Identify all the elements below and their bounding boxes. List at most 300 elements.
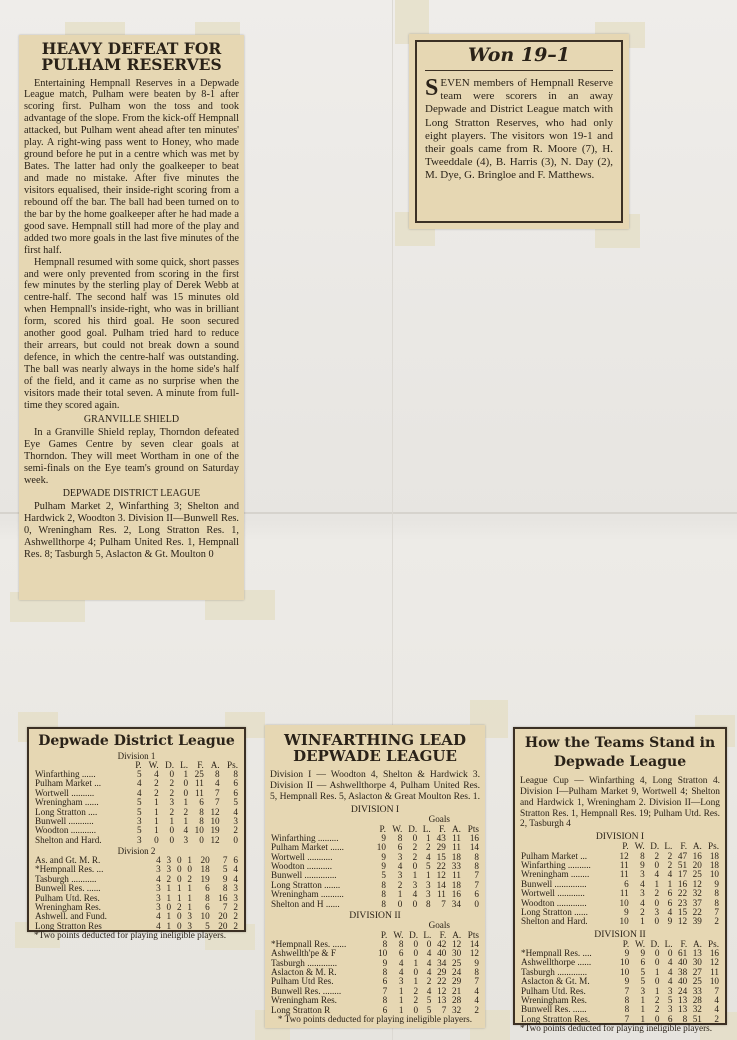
stat-cell: 8 bbox=[382, 967, 388, 978]
stat-cell: 8 bbox=[398, 938, 404, 949]
stat-cell: 13 bbox=[692, 948, 702, 959]
stat-cell: 1 bbox=[187, 901, 192, 912]
header-cell: P. bbox=[135, 759, 142, 770]
stat-cell: 8 bbox=[624, 1004, 630, 1015]
article-paragraph: In a Granville Shield replay, Thorndon defeated Eye Games Centre by seven clear goals at Thorndon. They will meet Wortham in one of the semi-finals on the Eye team's ground on Saturday week. bbox=[24, 426, 239, 486]
stat-cell: 14 bbox=[436, 879, 446, 890]
stat-cell: 3 bbox=[187, 911, 192, 922]
header-cell: D. bbox=[165, 759, 175, 770]
team-name-cell: Ashwellth'pe & F bbox=[271, 948, 336, 959]
stat-cell: 4 bbox=[474, 995, 479, 1006]
goals-label: Goals bbox=[428, 813, 450, 824]
header-cell: F. bbox=[197, 759, 204, 770]
team-name-cell: Wreningham .......... bbox=[271, 889, 344, 900]
stat-cell: 1 bbox=[398, 985, 404, 996]
stat-cell: 32 bbox=[692, 888, 702, 899]
team-name-cell: Bunwell Res. ...... bbox=[35, 883, 101, 894]
stat-cell: 10 bbox=[619, 916, 629, 927]
stat-cell: 2 bbox=[654, 850, 660, 861]
section-subheading: GRANVILLE SHIELD bbox=[83, 413, 180, 425]
stat-cell: 12 bbox=[437, 985, 447, 996]
stat-cell: 11 bbox=[195, 787, 204, 798]
stat-cell: 40 bbox=[678, 976, 688, 987]
stat-cell: 51 bbox=[677, 860, 688, 871]
stat-cell: 8 bbox=[474, 851, 479, 862]
stat-cell: 2 bbox=[154, 787, 159, 798]
stat-cell: 9 bbox=[381, 851, 386, 862]
table-row bbox=[520, 917, 720, 926]
header-cell: F. bbox=[680, 938, 688, 949]
stat-cell: 3 bbox=[426, 889, 431, 900]
table-row bbox=[34, 836, 239, 845]
team-name-cell: Bunwell .............. bbox=[271, 870, 337, 881]
stat-cell: 4 bbox=[474, 985, 479, 996]
stat-cell: 3 bbox=[187, 920, 192, 931]
stat-cell: 8 bbox=[381, 879, 386, 890]
footnote: *Two points deducted for playing ineligible players. bbox=[520, 1023, 712, 1034]
team-name-cell: Long Stratton Res bbox=[35, 920, 102, 931]
league-table bbox=[270, 825, 480, 909]
header-cell: W. bbox=[634, 938, 646, 949]
stat-cell: 6 bbox=[199, 797, 204, 808]
stat-cell: 12 bbox=[709, 957, 719, 968]
stat-cell: 6 bbox=[233, 787, 238, 798]
stat-cell: 11 bbox=[619, 860, 629, 871]
team-name-cell: Long Stratton ....... bbox=[271, 879, 341, 890]
clipping-headline: HEAVY DEFEAT FOR PULHAM RESERVES bbox=[41, 39, 222, 75]
stat-cell: 2 bbox=[233, 901, 238, 912]
stat-cell: 0 bbox=[176, 855, 182, 866]
stat-cell: 3 bbox=[426, 879, 431, 890]
stat-cell: 8 bbox=[382, 995, 388, 1006]
team-name-cell: As. and Gt. M. R. bbox=[35, 855, 101, 866]
stat-cell: 32 bbox=[692, 1004, 702, 1015]
stat-cell: 3 bbox=[397, 870, 403, 881]
stat-cell: 6 bbox=[233, 855, 238, 866]
league-table bbox=[520, 842, 720, 926]
stat-cell: 18 bbox=[200, 864, 210, 875]
header-cell: Pts bbox=[467, 929, 479, 940]
team-name-cell: Pulham Utd. Res. bbox=[35, 892, 100, 903]
team-name-cell: Wreningham Res. bbox=[35, 901, 101, 912]
stat-cell: 1 bbox=[398, 1004, 404, 1015]
stat-cell: 7 bbox=[441, 1004, 447, 1015]
stat-cell: 4 bbox=[426, 948, 432, 959]
team-name-cell: Long Stratton Res. bbox=[521, 1013, 591, 1024]
stat-cell: 3 bbox=[640, 869, 645, 880]
header-cell: A. bbox=[210, 759, 220, 770]
results-paragraph: Division I — Woodton 4, Shelton & Hardwick 3. Division II — Ashwellthorpe 4, Pulham United Res. 5, Hempnall Res. 5, Aslacton & Great Moulton Res. 1. bbox=[270, 768, 480, 802]
header-cell: Ps. bbox=[708, 938, 719, 949]
team-name-cell: Bunwell Res. ........ bbox=[271, 985, 342, 996]
clipping-headline: Won 19–1 bbox=[425, 46, 613, 71]
stat-cell: 12 bbox=[677, 916, 688, 927]
stat-cell: 24 bbox=[678, 985, 688, 996]
stat-cell: 4 bbox=[640, 878, 645, 889]
stat-cell: 2 bbox=[412, 842, 418, 853]
stat-cell: 2 bbox=[654, 994, 660, 1005]
stat-cell: 0 bbox=[413, 1004, 419, 1015]
stat-cell: 4 bbox=[233, 864, 238, 875]
header-cell: A. bbox=[692, 841, 702, 852]
stat-cell: 4 bbox=[233, 873, 238, 884]
stat-cell: 6 bbox=[667, 897, 673, 908]
league-table bbox=[520, 940, 720, 1024]
stat-cell: 8 bbox=[381, 898, 386, 909]
team-name-cell: Bunwell .............. bbox=[521, 878, 587, 889]
stat-cell: 4 bbox=[714, 1004, 719, 1015]
stat-cell: 25 bbox=[194, 769, 204, 780]
header-cell: W. bbox=[634, 841, 645, 852]
stat-cell: 0 bbox=[176, 920, 182, 931]
stat-cell: 4 bbox=[156, 911, 161, 922]
stat-cell: 4 bbox=[654, 869, 660, 880]
stat-cell: 3 bbox=[233, 883, 238, 894]
stat-cell: 5 bbox=[137, 769, 142, 780]
stat-cell: 22 bbox=[436, 861, 446, 872]
team-name-cell: Tasburgh ............. bbox=[521, 966, 588, 977]
stat-cell: 1 bbox=[640, 994, 646, 1005]
stat-cell: 39 bbox=[692, 916, 702, 927]
stat-cell: 0 bbox=[187, 864, 192, 875]
stat-cell: 2 bbox=[169, 778, 175, 789]
stat-cell: 3 bbox=[156, 892, 161, 903]
stat-cell: 3 bbox=[156, 864, 161, 875]
stat-cell: 3 bbox=[412, 879, 418, 890]
header-cell: P. bbox=[380, 929, 388, 940]
stat-cell: 33 bbox=[692, 985, 702, 996]
stat-cell: 3 bbox=[183, 834, 189, 845]
stat-cell: 6 bbox=[397, 842, 403, 853]
stat-cell: 12 bbox=[210, 834, 220, 845]
stat-cell: 2 bbox=[413, 995, 419, 1006]
stat-cell: 0 bbox=[426, 938, 432, 949]
stat-cell: 0 bbox=[176, 864, 182, 875]
header-cell: L. bbox=[664, 938, 673, 949]
stat-cell: 8 bbox=[215, 769, 220, 780]
header-cell: Ps. bbox=[708, 841, 719, 852]
division-label: DIVISION II bbox=[349, 909, 401, 921]
stat-cell: 3 bbox=[654, 906, 660, 917]
stat-cell: 43 bbox=[436, 832, 446, 843]
stat-cell: 7 bbox=[215, 787, 220, 798]
stat-cell: 11 bbox=[619, 869, 629, 880]
stat-cell: 10 bbox=[194, 825, 204, 836]
stat-cell: 2 bbox=[233, 825, 238, 836]
team-name-cell: Tasburgh ............. bbox=[271, 957, 338, 968]
stat-cell: 11 bbox=[452, 842, 461, 853]
article-paragraph: Hempnall resumed with some quick, short passes and were only prevented from scoring in the first few minutes by the sterling play of Derek Webb at centre-half. The second half was 15 minutes old when Hempnall's inside-right, who was in brilliant form, scored his third goal. He soon secured another good goal. Pulham tried hard to reduce their arrears, but could not break down a sound defence, in which the centre-half was outstanding. The ball was nearly always in the home side's half of the field, and it came as no surprise when the visitors made their total seven. A minute from full-time they scored again. bbox=[24, 256, 239, 411]
stat-cell: 23 bbox=[677, 897, 688, 908]
stat-cell: 5 bbox=[426, 995, 432, 1006]
stat-cell: 22 bbox=[677, 888, 688, 899]
division-label: DIVISION I bbox=[595, 831, 645, 843]
stat-cell: 7 bbox=[714, 906, 719, 917]
stat-cell: 2 bbox=[654, 888, 660, 899]
stat-cell: 2 bbox=[397, 879, 403, 890]
stat-cell: 4 bbox=[156, 855, 161, 866]
stat-cell: 11 bbox=[619, 888, 629, 899]
footnote: * Two points deducted for playing ineligible players. bbox=[277, 1013, 473, 1024]
stat-cell: 1 bbox=[654, 966, 660, 977]
stat-cell: 5 bbox=[205, 920, 210, 931]
stat-cell: 3 bbox=[640, 888, 645, 899]
stat-cell: 3 bbox=[398, 976, 404, 987]
league-table-how-teams-stand bbox=[513, 727, 727, 1034]
stat-cell: 21 bbox=[452, 985, 462, 996]
stat-cell: 15 bbox=[677, 906, 688, 917]
stat-cell: 34 bbox=[451, 898, 461, 909]
stat-cell: 7 bbox=[714, 985, 719, 996]
stat-cell: 11 bbox=[452, 870, 461, 881]
stat-cell: 6 bbox=[624, 878, 629, 889]
stat-cell: 4 bbox=[667, 869, 673, 880]
stat-cell: 1 bbox=[426, 832, 431, 843]
article-paragraph: Entertaining Hempnall Reserves in a Depwade League match, Pulham were beaten by 8-1 after scoring first. Pulham won the toss and took advantage of the slope. From the kick-off Hempnall attacked, but Pulham went ahead after ten minutes' play. A right-wing pass went to Honey, who made ground before he put in a centre which was met by Bates. The latter had only the goalkeeper to beat and made no mistake. After five minutes the visitors equalised, their inside-right scoring from a rebound off the bar. The ball had been turned on to the bar by the home goalkeeper after he had made a good save. Hempnall still had more of the play and added two more goals in the last five minutes of the first half. bbox=[24, 77, 239, 256]
header-cell: D. bbox=[650, 841, 660, 852]
stat-cell: 22 bbox=[692, 906, 702, 917]
stat-cell: 4 bbox=[667, 966, 673, 977]
team-name-cell: Winfarthing ......... bbox=[271, 832, 339, 843]
stat-cell: 5 bbox=[137, 797, 142, 808]
stat-cell: 16 bbox=[677, 878, 688, 889]
team-name-cell: Wortwell ............ bbox=[521, 888, 585, 899]
stat-cell: 1 bbox=[154, 815, 159, 826]
stat-cell: 2 bbox=[426, 842, 431, 853]
stat-cell: 4 bbox=[156, 873, 161, 884]
stat-cell: 5 bbox=[640, 966, 646, 977]
stat-cell: 5 bbox=[137, 806, 142, 817]
team-name-cell: *Hempnall Res. ...... bbox=[271, 938, 347, 949]
stat-cell: 1 bbox=[176, 892, 182, 903]
stat-cell: 0 bbox=[397, 898, 403, 909]
stat-cell: 1 bbox=[667, 878, 673, 889]
header-cell: F. bbox=[439, 823, 446, 834]
stat-cell: 9 bbox=[667, 916, 673, 927]
stat-cell: 28 bbox=[452, 995, 462, 1006]
stat-cell: 4 bbox=[714, 994, 719, 1005]
team-name-cell: Shelton and Hard. bbox=[521, 916, 588, 927]
stat-cell: 8 bbox=[640, 850, 645, 861]
league-table-depwade-district bbox=[27, 727, 246, 941]
stat-cell: 0 bbox=[654, 957, 660, 968]
stat-cell: 0 bbox=[169, 769, 175, 780]
team-name-cell: Pulham Market ...... bbox=[271, 842, 344, 853]
stat-cell: 4 bbox=[426, 957, 432, 968]
table-row bbox=[270, 900, 480, 909]
stat-cell: 25 bbox=[692, 869, 702, 880]
drop-cap: S bbox=[425, 74, 439, 101]
team-name-cell: Wreningham ........ bbox=[521, 869, 590, 880]
stat-cell: 9 bbox=[222, 873, 228, 884]
header-cell: L. bbox=[422, 823, 431, 834]
league-table bbox=[34, 856, 239, 931]
stat-cell: 7 bbox=[474, 879, 479, 890]
stat-cell: 10 bbox=[619, 897, 629, 908]
stat-cell: 33 bbox=[451, 861, 461, 872]
stat-cell: 29 bbox=[437, 967, 447, 978]
stat-cell: 6 bbox=[382, 976, 388, 987]
stat-cell: 7 bbox=[474, 870, 479, 881]
stat-cell: 40 bbox=[678, 957, 688, 968]
stat-cell: 1 bbox=[183, 797, 189, 808]
stat-cell: 3 bbox=[137, 815, 142, 826]
stat-cell: 1 bbox=[413, 957, 419, 968]
stat-cell: 16 bbox=[469, 832, 479, 843]
header-cell: D. bbox=[650, 938, 660, 949]
stat-cell: 8 bbox=[682, 1013, 688, 1024]
stat-cell: 28 bbox=[692, 994, 702, 1005]
stat-cell: 20 bbox=[218, 920, 228, 931]
stat-cell: 10 bbox=[620, 957, 630, 968]
stat-cell: 1 bbox=[166, 911, 172, 922]
stat-cell: 1 bbox=[166, 883, 172, 894]
stat-cell: 4 bbox=[215, 778, 220, 789]
team-name-cell: Winfarthing ...... bbox=[35, 769, 96, 780]
team-name-cell: Pulham Market ... bbox=[521, 850, 588, 861]
stat-cell: 3 bbox=[156, 883, 161, 894]
stat-cell: 1 bbox=[154, 825, 159, 836]
header-cell: D. bbox=[408, 823, 418, 834]
stat-cell: 13 bbox=[437, 995, 447, 1006]
stat-cell: 2 bbox=[166, 873, 172, 884]
header-cell: L. bbox=[423, 929, 432, 940]
stat-cell: 10 bbox=[378, 948, 388, 959]
stat-cell: 4 bbox=[667, 976, 673, 987]
stat-cell: 1 bbox=[166, 920, 172, 931]
stat-cell: 8 bbox=[205, 892, 210, 903]
stat-cell: 1 bbox=[654, 985, 660, 996]
stat-cell: 4 bbox=[426, 851, 431, 862]
clipping-headline: Depwade District League bbox=[38, 733, 235, 749]
division-label: DIVISION II bbox=[594, 928, 646, 940]
stat-cell: 0 bbox=[654, 976, 660, 987]
stat-cell: 4 bbox=[156, 920, 161, 931]
stat-cell: 34 bbox=[437, 957, 447, 968]
section-subheading: DEPWADE DISTRICT LEAGUE bbox=[62, 488, 201, 500]
stat-cell: 14 bbox=[469, 842, 479, 853]
stat-cell: 1 bbox=[640, 916, 645, 927]
stat-cell: 3 bbox=[156, 901, 161, 912]
stat-cell: 0 bbox=[176, 873, 182, 884]
stat-cell: 2 bbox=[667, 850, 673, 861]
stat-cell: 3 bbox=[233, 892, 238, 903]
header-cell: A. bbox=[452, 823, 461, 834]
header-cell: L. bbox=[664, 841, 673, 852]
stat-cell: 9 bbox=[624, 906, 629, 917]
team-name-cell: Pulham Market ... bbox=[35, 778, 102, 789]
stat-cell: 7 bbox=[624, 1013, 630, 1024]
stat-cell: 0 bbox=[166, 901, 172, 912]
stat-cell: 9 bbox=[714, 878, 719, 889]
stat-cell: 9 bbox=[624, 948, 630, 959]
stat-cell: 1 bbox=[426, 870, 431, 881]
team-name-cell: *Hempnall Res. .... bbox=[521, 948, 592, 959]
header-cell: A. bbox=[452, 929, 462, 940]
stat-cell: 2 bbox=[714, 916, 719, 927]
footnote: *Two points deducted for playing ineligible players. bbox=[34, 930, 226, 941]
stat-cell: 10 bbox=[709, 976, 719, 987]
team-name-cell: Wreningham ...... bbox=[35, 797, 99, 808]
stat-cell: 16 bbox=[218, 892, 228, 903]
stat-cell: 4 bbox=[667, 957, 673, 968]
stat-cell: 16 bbox=[709, 948, 719, 959]
stat-cell: 0 bbox=[183, 787, 189, 798]
stat-cell: 18 bbox=[451, 851, 461, 862]
stat-cell: 2 bbox=[233, 920, 238, 931]
stat-cell: 9 bbox=[640, 948, 646, 959]
stat-cell: 5 bbox=[640, 976, 646, 987]
stat-cell: 30 bbox=[692, 957, 702, 968]
stat-cell: 0 bbox=[412, 898, 418, 909]
team-name-cell: Wortwell ........... bbox=[271, 851, 333, 862]
header-cell: A. bbox=[692, 938, 702, 949]
stat-cell: 12 bbox=[692, 878, 702, 889]
stat-cell: 2 bbox=[426, 976, 432, 987]
stat-cell: 2 bbox=[176, 901, 182, 912]
stat-cell: 4 bbox=[426, 967, 432, 978]
stat-cell: 2 bbox=[412, 851, 418, 862]
stat-cell: 38 bbox=[678, 966, 688, 977]
stat-cell: 18 bbox=[451, 879, 461, 890]
stat-cell: 2 bbox=[654, 1004, 660, 1015]
header-cell: F. bbox=[439, 929, 447, 940]
stat-cell: 5 bbox=[667, 994, 673, 1005]
stat-cell: 3 bbox=[640, 985, 646, 996]
stat-cell: 0 bbox=[154, 834, 159, 845]
stat-cell: 0 bbox=[169, 825, 175, 836]
stat-cell: 6 bbox=[382, 1004, 388, 1015]
stat-cell: 16 bbox=[692, 850, 702, 861]
stat-cell: 25 bbox=[692, 976, 702, 987]
stat-cell: 2 bbox=[474, 1004, 479, 1015]
stat-cell: 7 bbox=[222, 855, 228, 866]
team-name-cell: Shelton and Hard. bbox=[35, 834, 102, 845]
stat-cell: 13 bbox=[678, 994, 688, 1005]
stat-cell: 0 bbox=[412, 861, 418, 872]
stat-cell: 6 bbox=[640, 957, 646, 968]
stat-cell: 9 bbox=[474, 957, 479, 968]
stat-cell: 20 bbox=[218, 911, 228, 922]
stat-cell: 16 bbox=[451, 889, 461, 900]
header-cell: Ps. bbox=[227, 759, 238, 770]
stat-cell: 1 bbox=[187, 892, 192, 903]
team-name-cell: Aslacton & Gt. M. bbox=[521, 976, 590, 987]
stat-cell: 13 bbox=[678, 1004, 688, 1015]
stat-cell: 0 bbox=[233, 834, 238, 845]
stat-cell: 2 bbox=[183, 806, 189, 817]
stat-cell: 14 bbox=[469, 938, 479, 949]
header-cell: P. bbox=[622, 938, 630, 949]
results-paragraph: League Cup — Winfarthing 4, Long Stratton 4. Division I—Pulham Market 9, Wortwell 4; Shelton and Hardwick 1, Wreningham 2. Division II—Long Stratton Res. 1, Hempnall Res. 19; Pulham Utd. Res. 2, Tasburgh 4 bbox=[520, 775, 720, 830]
stat-cell: 42 bbox=[437, 938, 447, 949]
stat-cell: 3 bbox=[233, 815, 238, 826]
stat-cell: 27 bbox=[692, 966, 702, 977]
stat-cell: 4 bbox=[154, 769, 159, 780]
stat-cell: 3 bbox=[397, 851, 403, 862]
stat-cell: 8 bbox=[474, 967, 479, 978]
stat-cell: 8 bbox=[382, 938, 388, 949]
stat-cell: 4 bbox=[412, 889, 418, 900]
stat-cell: 9 bbox=[382, 957, 388, 968]
stat-cell: 1 bbox=[640, 1013, 646, 1024]
clipping-headline: How the Teams Stand in Depwade League bbox=[524, 735, 716, 770]
stat-cell: 4 bbox=[137, 778, 142, 789]
stat-cell: 3 bbox=[169, 797, 175, 808]
stat-cell: 3 bbox=[166, 855, 172, 866]
stat-cell: 7 bbox=[624, 985, 630, 996]
stat-cell: 22 bbox=[437, 976, 447, 987]
